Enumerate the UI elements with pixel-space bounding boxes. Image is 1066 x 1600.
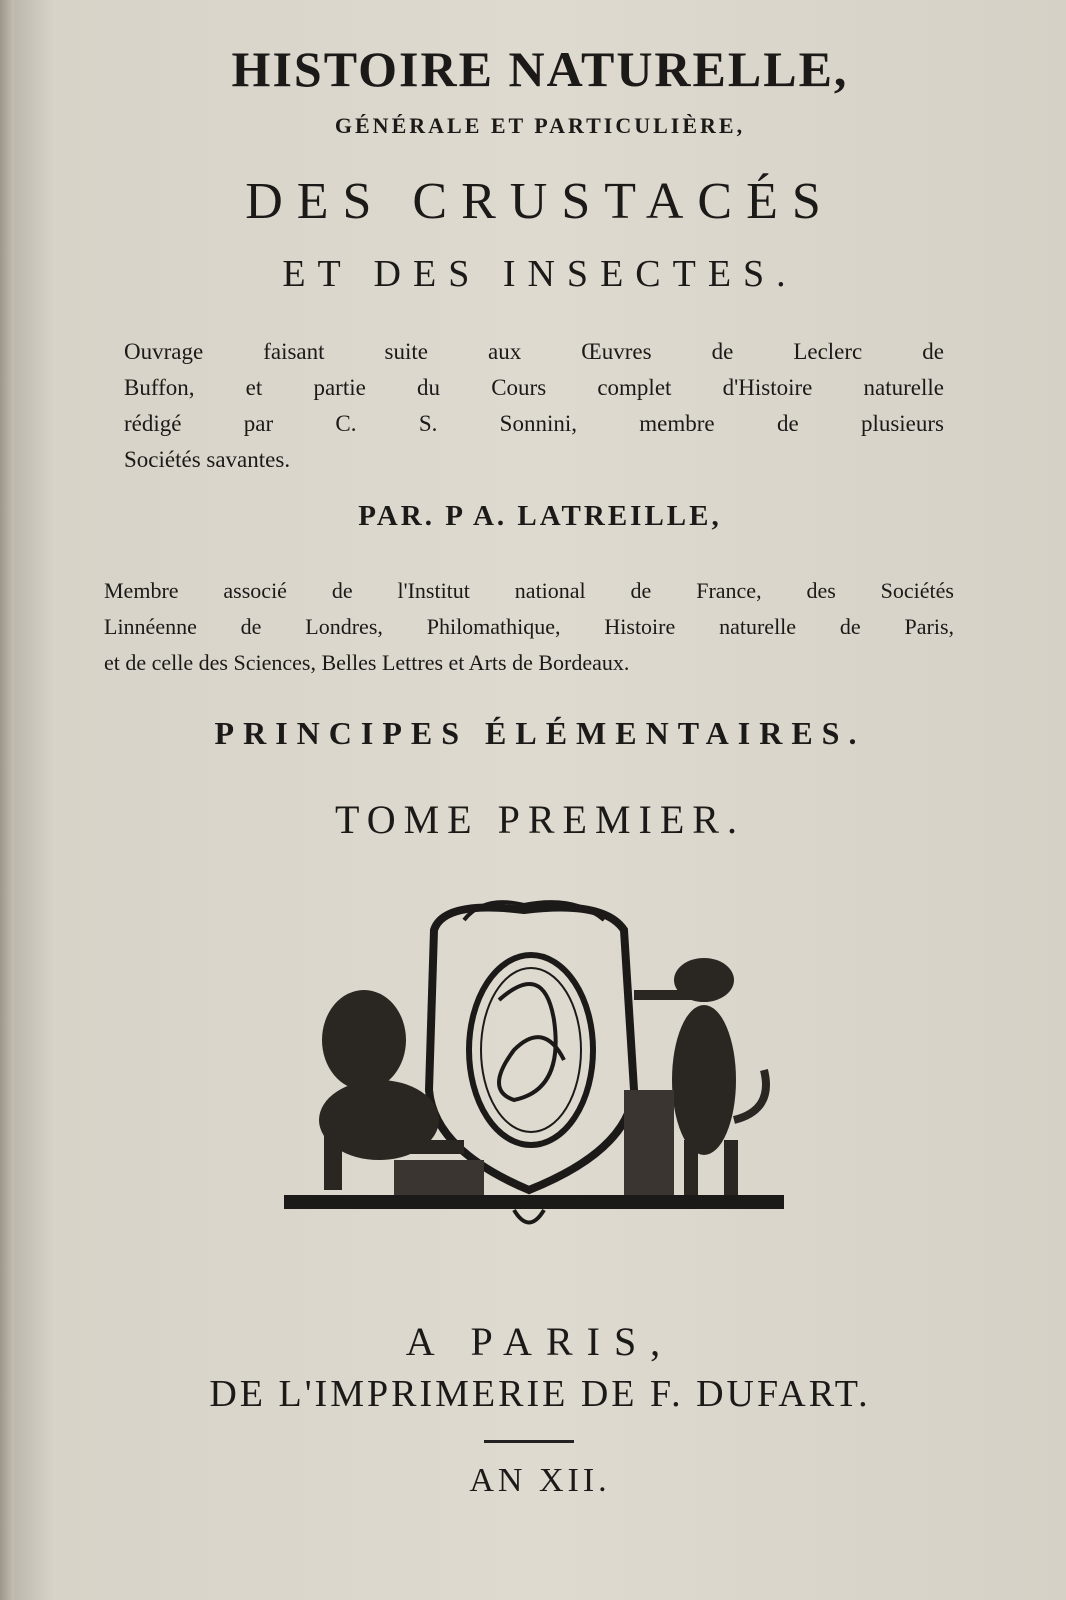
description (124, 334, 944, 478)
description-line: rédigé par C. S. Sonnini, membre de plusieurs (124, 411, 944, 436)
author: PAR. P A. LATREILLE, (358, 500, 722, 532)
affiliation-line: et de celle des Sciences, Belles Lettres et Arts de Bordeaux. (104, 650, 630, 675)
printer: DE L'IMPRIMERIE DE F. DUFART. (209, 1373, 871, 1415)
description-line: Sociétés savantes. (124, 447, 291, 472)
book-gutter (0, 0, 14, 1600)
affiliation (104, 573, 954, 681)
printers-device-ornament (284, 890, 794, 1240)
place: A PARIS, (405, 1319, 675, 1364)
volume: TOME PREMIER. (335, 797, 745, 842)
description-line: Ouvrage faisant suite aux Œuvres de Leclerc de (124, 339, 944, 364)
title-page (14, 0, 1066, 1600)
subtitle: PRINCIPES ÉLÉMENTAIRES. (214, 715, 866, 751)
title-line-1: HISTOIRE NATURELLE, (231, 41, 849, 97)
title-line-2: GÉNÉRALE ET PARTICULIÈRE, (334, 113, 746, 138)
date: AN XII. (469, 1462, 611, 1499)
affiliation-line: Membre associé de l'Institut national de France, des Sociétés (104, 578, 954, 603)
affiliation-line: Linnéenne de Londres, Philomathique, Histoire naturelle de Paris, (104, 614, 954, 639)
title-line-3: DES CRUSTACÉS (245, 173, 835, 230)
description-line: Buffon, et partie du Cours complet d'Histoire naturelle (124, 375, 944, 400)
divider-rule (484, 1440, 574, 1443)
title-line-4: ET DES INSECTES. (282, 253, 798, 295)
pedestal (284, 1195, 784, 1209)
monogram-icon (499, 984, 564, 1100)
